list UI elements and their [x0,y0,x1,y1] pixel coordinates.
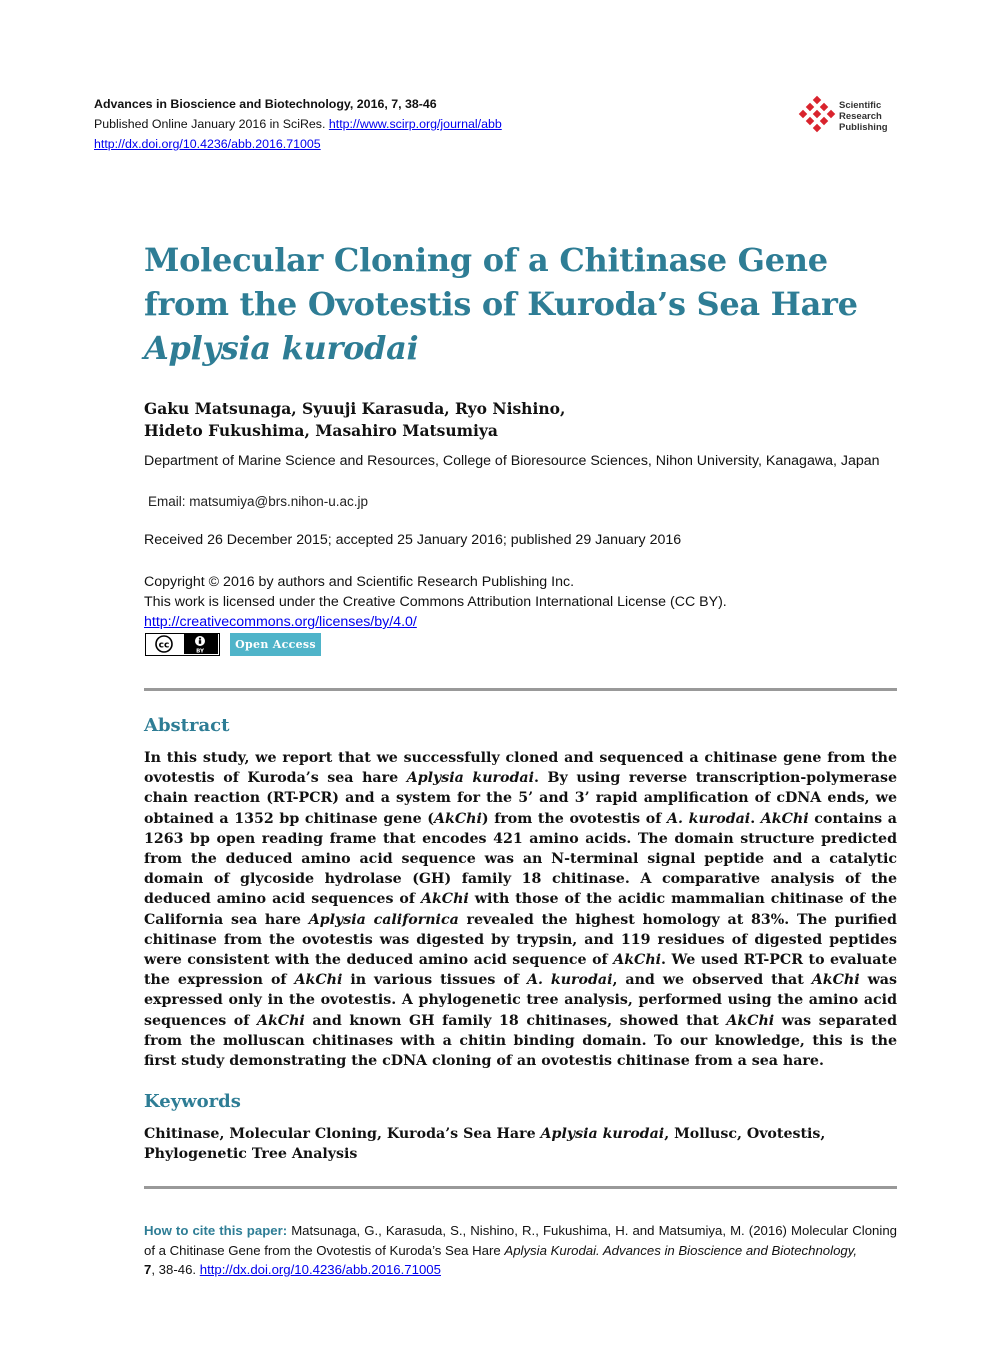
citation-journal: Aplysia Kurodai. Advances in Bioscience and Biotechnology, [504,1242,858,1258]
scirp-diamond-icon [797,95,837,139]
keywords-heading: Keywords [144,1091,241,1112]
citation-doi-link[interactable]: http://dx.doi.org/10.4236/abb.2016.71005 [199,1262,441,1277]
text-run: was separated from the molluscan chitinases with a chitin binding domain. To our knowledge, this is the first study demonstrating the cDNA cloning of an ovotestis chitinase from a sea hare. [144,1012,897,1070]
italic-term: AkChi [420,891,469,908]
author-list [144,398,565,442]
journal-citation-line: Advances in Bioscience and Biotechnology, 2016, 7, 38-46 [94,97,437,111]
text-run: , Mollusc, Ovotestis, Phylogenetic Tree Analysis [144,1126,826,1162]
italic-term: AkChi [256,1012,305,1029]
journal-header [94,94,502,154]
text-run: with those of the acidic mammalian chitinase of the California sea hare [144,891,897,928]
cc-by-badge[interactable] [145,633,220,656]
text-run: contains a 1263 bp open reading frame that encodes 421 amino acids. The domain structure predicted from the deduced amino acid sequence was an N-terminal signal peptide and a catalytic domain of glycoside hydrolase (GH) family 18 chitinase. A comparative analysis of the deduced amino acid sequences of [144,810,897,908]
text-run: ) from the ovotestis of [481,810,668,827]
journal-url-link[interactable]: http://www.scirp.org/journal/abb [328,117,502,131]
logo-line-3: Publishing [839,122,888,133]
authors-line-2: Hideto Fukushima, Masahiro Matsumiya [144,421,498,440]
italic-term: A. kurodai [667,810,751,827]
author-email: Email: matsumiya@brs.nihon-u.ac.jp [148,494,369,509]
text-run: , and we observed that [612,972,812,989]
italic-term: AkChi [434,810,482,827]
abstract-text [144,748,897,1071]
abstract-heading: Abstract [144,715,230,736]
text-run: Chitinase, Molecular Cloning, Kuroda’s Sea Hare [144,1126,541,1142]
text-run: and known GH family 18 chitinases, showed that [304,1012,727,1029]
text-run: In this study, we report that we successfully cloned and sequenced a chitinase gene from the ovotestis of Kuroda’s sea hare [144,750,897,787]
published-prefix: Published Online January 2016 in SciRes. [94,117,329,131]
italic-term: Aplysia kurodai [406,770,534,787]
affiliation: Department of Marine Science and Resources, College of Bioresource Sciences, Nihon University, Kanagawa, Japan [144,453,880,469]
italic-term: A. kurodai [526,972,613,989]
published-online-line [94,114,502,134]
by-label: BY [196,648,204,654]
cc-by-icon [146,634,218,654]
italic-term: AkChi [760,810,809,827]
title-main: Molecular Cloning of a Chitinase Gene from the Ovotestis of Kuroda’s Sea Hare [144,241,858,323]
italic-term: Aplysia kurodai [540,1126,665,1142]
cc-label: cc [158,640,170,651]
section-divider-top [144,688,897,691]
license-line: This work is licensed under the Creative Commons Attribution International License (CC BY). [144,594,727,610]
authors-line-1: Gaku Matsunaga, Syuuji Karasuda, Ryo Nishino, [144,399,566,418]
logo-line-2: Research [839,111,882,122]
license-url-link[interactable]: http://creativecommons.org/licenses/by/4.0/ [144,614,417,630]
scirp-logo [797,95,901,139]
title-species: Aplysia kurodai [144,329,419,367]
italic-term: Aplysia californica [308,911,459,928]
citation-volume: 7 [144,1262,152,1277]
logo-line-1: Scientific [839,100,882,111]
text-run: . We used RT-PCR to evaluate the expression of [144,952,897,989]
italic-term: AkChi [613,952,662,969]
doi-link[interactable]: http://dx.doi.org/10.4236/abb.2016.71005 [94,137,321,151]
text-run: . By using reverse transcription-polymerase chain reaction (RT-PCR) and a system for the 5’ and 3’ rapid amplification of cDNA ends, we obtained a 1352 bp chitinase gene ( [144,770,897,827]
keywords-text [144,1124,897,1164]
text-run: . [750,810,761,827]
italic-term: AkChi [726,1012,775,1029]
logo-wordmark [839,100,888,133]
copyright-line: Copyright © 2016 by authors and Scientific Research Publishing Inc. [144,574,575,590]
open-access-badge: Open Access [230,633,321,656]
how-to-cite-label: How to cite this paper: [144,1223,288,1238]
copyright-block [144,572,727,632]
italic-term: AkChi [294,972,343,989]
citation-text: Matsunaga, G., Karasuda, S., Nishino, R., Fukushima, H. and Matsumiya, M. (2016) Molecular Cloning of a Chitinase Gene from the Ovotestis of Kuroda’s Sea Hare [144,1223,897,1258]
publication-dates: Received 26 December 2015; accepted 25 January 2016; published 29 January 2016 [144,532,682,548]
citation-pages: , 38-46. [151,1262,200,1277]
text-run: in various tissues of [342,972,527,989]
text-run: was expressed only in the ovotestis. A phylogenetic tree analysis, performed using the amino acid sequences of [144,972,897,1029]
citation-block [144,1221,897,1280]
italic-term: AkChi [811,972,860,989]
section-divider-bottom [144,1186,897,1189]
text-run: revealed the highest homology at 83%. The purified chitinase from the ovotestis was digested by trypsin, and 119 residues of digested peptides were consistent with the deduced amino acid sequence of [144,911,897,969]
article-title [144,238,904,370]
